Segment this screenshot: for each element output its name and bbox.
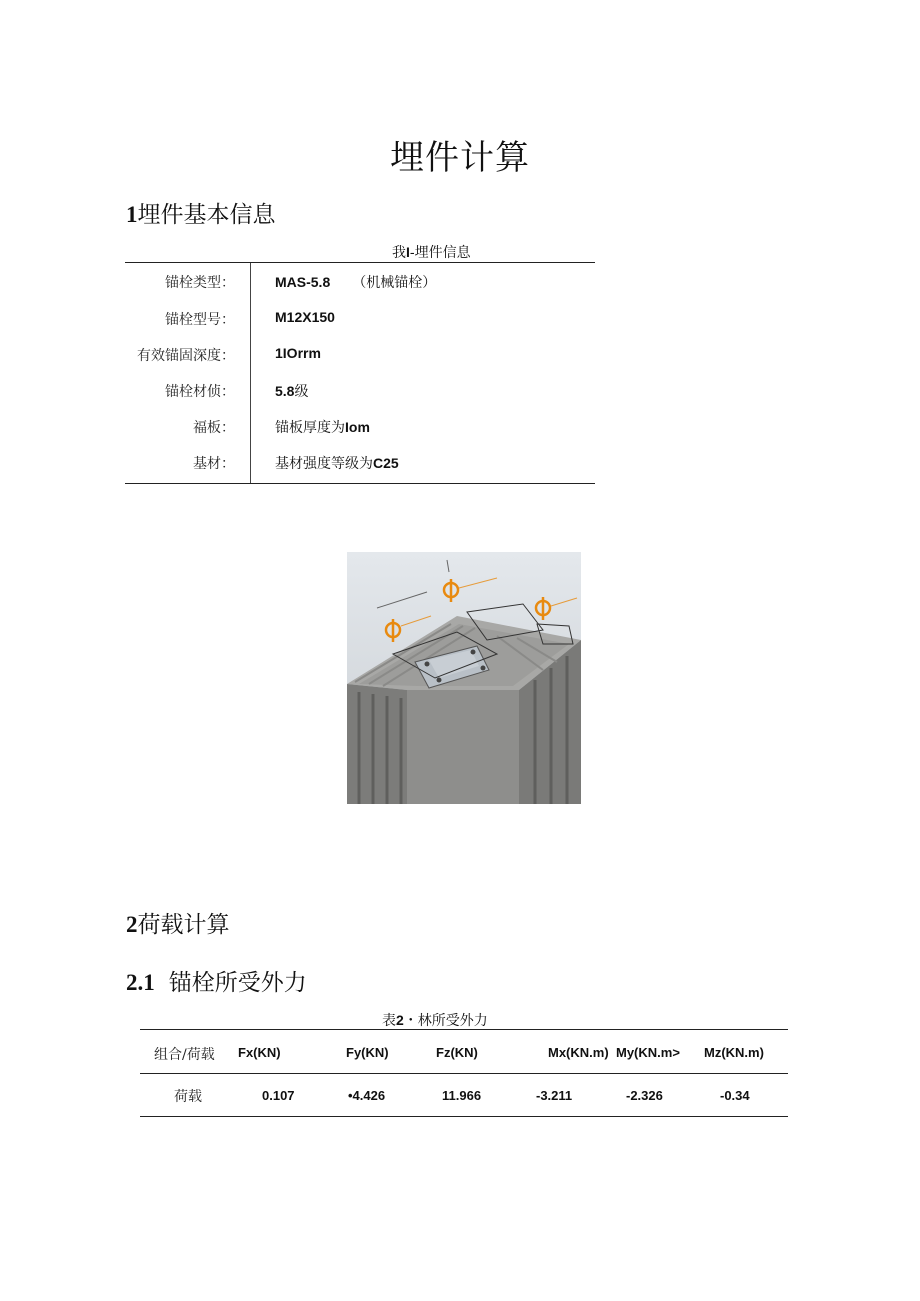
anchor-material-suffix: 级: [294, 384, 309, 400]
anchor-model-value: M12X150: [275, 309, 335, 325]
header-fz: Fz(KN): [436, 1045, 478, 1060]
row-value-anchor-material: [275, 381, 308, 401]
row-label-anchor-material: 锚栓材侦：: [165, 384, 235, 400]
table-2-caption-prefix: 表: [382, 1013, 396, 1029]
section-2-text: 荷载计算: [137, 912, 230, 938]
section-2-number: 2: [126, 912, 138, 937]
anchor-type-value: MAS-5.8: [275, 274, 331, 290]
table-row: [125, 417, 595, 453]
table-1-caption-number: I: [406, 244, 410, 260]
header-mx: Mx(KN.m): [548, 1045, 609, 1060]
value-fx: 0.107: [262, 1088, 295, 1103]
table-2-caption-number: 2: [396, 1012, 404, 1028]
embed-depth-value: 1IOrrm: [275, 345, 321, 361]
table-1-caption-prefix: 我: [392, 245, 406, 261]
value-fz: 11.966: [442, 1088, 482, 1103]
value-fy: •4.426: [348, 1088, 386, 1103]
table-row: [125, 345, 595, 381]
table-2-header-rule: [140, 1073, 788, 1074]
table-2-caption-text: ・林所受外力: [403, 1013, 488, 1029]
row-value-plate: [275, 417, 370, 437]
row-label-embed-depth: 有效锚固深度：: [137, 348, 235, 364]
table-row: [125, 309, 595, 345]
plate-thickness-value: Iom: [345, 419, 370, 435]
value-my: -2.326: [626, 1088, 663, 1103]
anchor-type-note: （机械锚栓）: [352, 275, 437, 291]
table-row: [125, 381, 595, 417]
row-value-embed-depth: [275, 345, 321, 362]
anchor-info-table: [125, 262, 595, 484]
table-2-caption: [382, 1010, 488, 1030]
plate-text: 锚板厚度为: [275, 420, 345, 436]
header-combination: 组合/荷载: [154, 1047, 215, 1063]
section-2-1-heading: [126, 964, 307, 997]
row-label-base-material: 基材：: [193, 456, 235, 472]
header-fx: Fx(KN): [238, 1045, 281, 1060]
table-row: [125, 453, 595, 489]
row-label-load: 荷载: [174, 1089, 202, 1105]
header-my: My(KN.m>: [616, 1045, 680, 1060]
row-label-anchor-type: 锚栓类型：: [165, 275, 235, 291]
value-mx: -3.211: [536, 1088, 573, 1103]
page-title: 埋件计算: [390, 138, 530, 178]
table-1-caption: [392, 242, 471, 262]
row-label-plate: 福板：: [193, 420, 235, 436]
anchor-force-table: [140, 1029, 788, 1117]
section-1-text: 埋件基本信息: [137, 202, 276, 228]
row-label-anchor-model: 锚栓型号：: [165, 312, 235, 328]
anchor-model-image: [347, 552, 581, 804]
row-value-anchor-model: [275, 309, 335, 326]
header-fy: Fy(KN): [346, 1045, 389, 1060]
row-value-base-material: [275, 453, 399, 473]
table-row: [125, 272, 595, 308]
section-2-1-text: 锚栓所受外力: [168, 970, 307, 996]
base-material-text: 基材强度等级为: [275, 456, 373, 472]
anchor-material-grade: 5.8: [275, 383, 295, 399]
concrete-grade-value: C25: [373, 455, 399, 471]
header-mz: Mz(KN.m): [704, 1045, 764, 1060]
section-2-heading: [126, 906, 230, 939]
section-1-number: 1: [126, 202, 138, 227]
section-1-heading: [126, 196, 276, 229]
row-value-anchor-type: [275, 272, 436, 292]
concrete-block-illustration: [347, 552, 581, 804]
value-mz: -0.34: [720, 1088, 750, 1103]
section-2-1-number: 2.1: [126, 970, 155, 995]
table-1-caption-text: -埋件信息: [409, 245, 471, 261]
